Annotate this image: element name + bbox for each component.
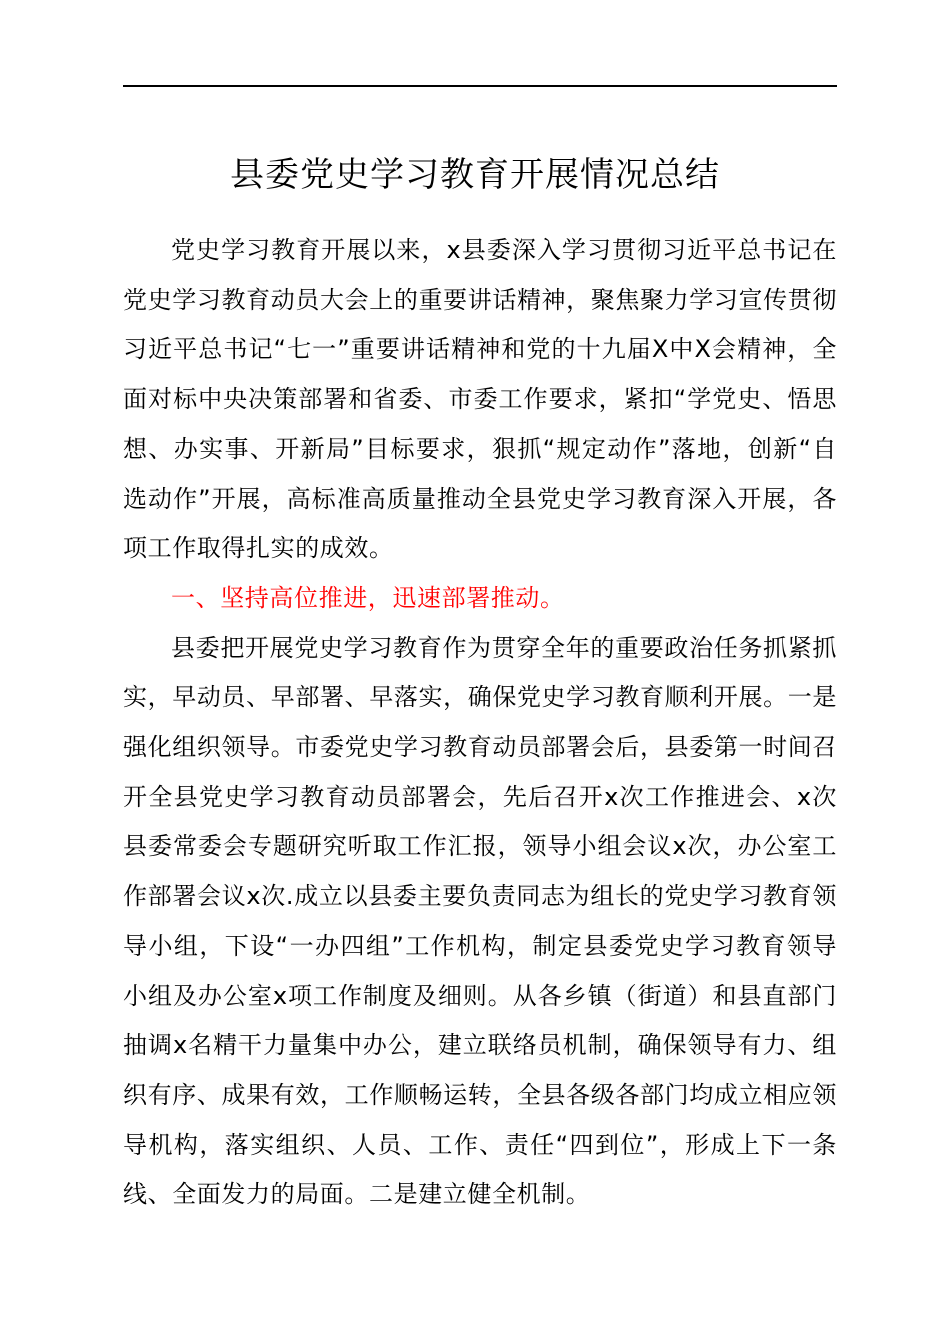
section-heading-1: 一、坚持高位推进，迅速部署推动。 xyxy=(171,583,565,612)
section-1-paragraph: 县委把开展党史学习教育作为贯穿全年的重要政治任务抓紧抓实，早动员、早部署、早落实，确保党史学习教育顺利开展。一是强化组织领导。市委党史学习教育动员部署会后，县委第一时间召开全县党史学习教育动员部署会，先后召开x次工作推进会、x次县委常委会专题研究听取工作汇报，领导小组会议x次，办公室工作部署会议x次.成立以县委主要负责同志为组长的党史学习教育领导小组，下设“一办四组”工作机构，制定县委党史学习教育领导小组及办公室x项工作制度及细则。从各乡镇（街道）和县直部门抽调x名精干力量集中办公，建立联络员机制，确保领导有力、组织有序、成果有效，工作顺畅运转，全县各级各部门均成立相应领导机构，落实组织、人员、工作、责任“四到位”，形成上下一条线、全面发力的局面。二是建立健全机制。 xyxy=(123,633,837,1209)
document-title: 县委党史学习教育开展情况总结 xyxy=(230,155,720,195)
intro-paragraph: 党史学习教育开展以来，x县委深入学习贯彻习近平总书记在党史学习教育动员大会上的重要讲话精神，聚焦聚力学习宣传贯彻习近平总书记“七一”重要讲话精神和党的十九届X中X会精神，全面对标中央决策部署和省委、市委工作要求，紧扣“学党史、悟思想、办实事、开新局”目标要求，狠抓“规定动作”落地，创新“自选动作”开展，高标准高质量推动全县党史学习教育深入开展，各项工作取得扎实的成效。 xyxy=(123,236,837,563)
document-body xyxy=(123,226,837,1220)
header-rule xyxy=(123,85,837,87)
